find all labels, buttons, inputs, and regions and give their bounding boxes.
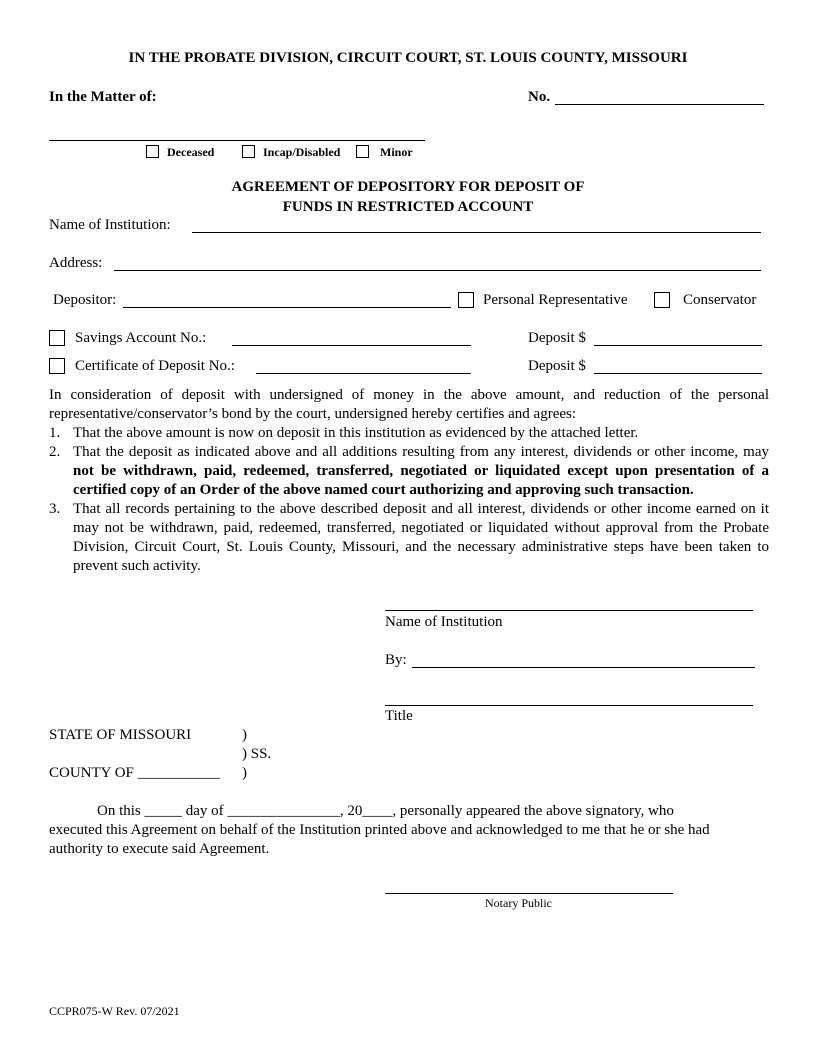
cd-deposit-field[interactable] <box>594 373 762 374</box>
address-label: Address: <box>49 255 103 271</box>
form-title-line1: AGREEMENT OF DEPOSITORY FOR DEPOSIT OF <box>231 179 585 195</box>
by-label: By: <box>385 652 407 668</box>
institution-label: Name of Institution: <box>49 217 171 233</box>
personal-rep-label: Personal Representative <box>483 292 628 308</box>
cd-number-field[interactable] <box>256 373 471 374</box>
depositor-field[interactable] <box>123 307 451 308</box>
conservator-label: Conservator <box>683 292 757 308</box>
by-signature-line[interactable] <box>412 667 755 668</box>
item3-number: 3. <box>49 501 61 517</box>
cd-deposit-label: Deposit $ <box>528 358 586 374</box>
notary-label: Notary Public <box>485 896 552 910</box>
venue-paren-1: ) <box>242 727 247 743</box>
case-no-label: No. <box>528 89 551 105</box>
county-label: COUNTY OF ___________ <box>49 765 221 781</box>
depositor-label: Depositor: <box>53 292 117 308</box>
deceased-checkbox[interactable] <box>146 145 159 158</box>
institution-field[interactable] <box>192 232 761 233</box>
venue-paren-3: ) <box>242 765 247 781</box>
minor-checkbox[interactable] <box>356 145 369 158</box>
item2-text <box>73 443 769 500</box>
personal-rep-checkbox[interactable] <box>458 292 474 308</box>
savings-deposit-field[interactable] <box>594 345 762 346</box>
state-label: STATE OF MISSOURI <box>49 727 192 743</box>
ack-line2: executed this Agreement on behalf of the Institution printed above and acknowledged to me that he or she had <box>49 822 710 838</box>
item1-number: 1. <box>49 425 61 441</box>
ack-line1: On this _____ day of _______________, 20____, personally appeared the above signatory, who <box>97 803 674 819</box>
signature-institution-label: Name of Institution <box>385 614 503 630</box>
conservator-checkbox[interactable] <box>654 292 670 308</box>
institution-signature-line[interactable] <box>385 610 753 611</box>
cd-checkbox[interactable] <box>49 358 65 374</box>
form-title-line2: FUNDS IN RESTRICTED ACCOUNT <box>282 199 534 215</box>
savings-label: Savings Account No.: <box>75 330 207 346</box>
item3-text: That all records pertaining to the above described deposit and all interest, dividends or other income earned on it may not be withdrawn, paid, redeemed, transferred, negotiated or liquidated without approval from the Probate Division, Circuit Court, St. Louis County, Missouri, and the necessary administrative steps have been taken to prevent such activity. <box>73 501 769 574</box>
matter-label: In the Matter of: <box>49 89 157 105</box>
incap-label: Incap/Disabled <box>263 145 341 159</box>
item2-bold-text: not be withdrawn, paid, redeemed, transferred, negotiated or liquidated except upon presentation of a certified copy of an Order of the above named court authorizing and approving such transaction. <box>73 463 769 498</box>
savings-account-field[interactable] <box>232 345 471 346</box>
title-line[interactable] <box>385 705 753 706</box>
notary-signature-line[interactable] <box>385 893 673 894</box>
court-title: IN THE PROBATE DIVISION, CIRCUIT COURT, ST. LOUIS COUNTY, MISSOURI <box>128 50 688 66</box>
incap-checkbox[interactable] <box>242 145 255 158</box>
intro-paragraph: In consideration of deposit with undersigned of money in the above amount, and reduction of the personal representative/conservator’s bond by the court, undersigned hereby certifies and agrees: <box>49 387 769 422</box>
savings-deposit-label: Deposit $ <box>528 330 586 346</box>
item2-number: 2. <box>49 444 61 460</box>
matter-name-field[interactable] <box>49 140 425 141</box>
item2-plain-text: That the deposit as indicated above and all additions resulting from any interest, dividends or other income, may <box>73 444 769 460</box>
address-field[interactable] <box>114 270 761 271</box>
title-label: Title <box>385 708 413 724</box>
item1-text: That the above amount is now on deposit in this institution as evidenced by the attached letter. <box>73 425 639 441</box>
venue-ss: ) SS. <box>242 746 272 762</box>
savings-checkbox[interactable] <box>49 330 65 346</box>
deceased-label: Deceased <box>167 145 215 159</box>
case-no-field[interactable] <box>555 104 764 105</box>
form-id: CCPR075-W Rev. 07/2021 <box>49 1004 180 1018</box>
ack-line3: authority to execute said Agreement. <box>49 841 270 857</box>
minor-label: Minor <box>380 145 413 159</box>
cd-label: Certificate of Deposit No.: <box>75 358 235 374</box>
